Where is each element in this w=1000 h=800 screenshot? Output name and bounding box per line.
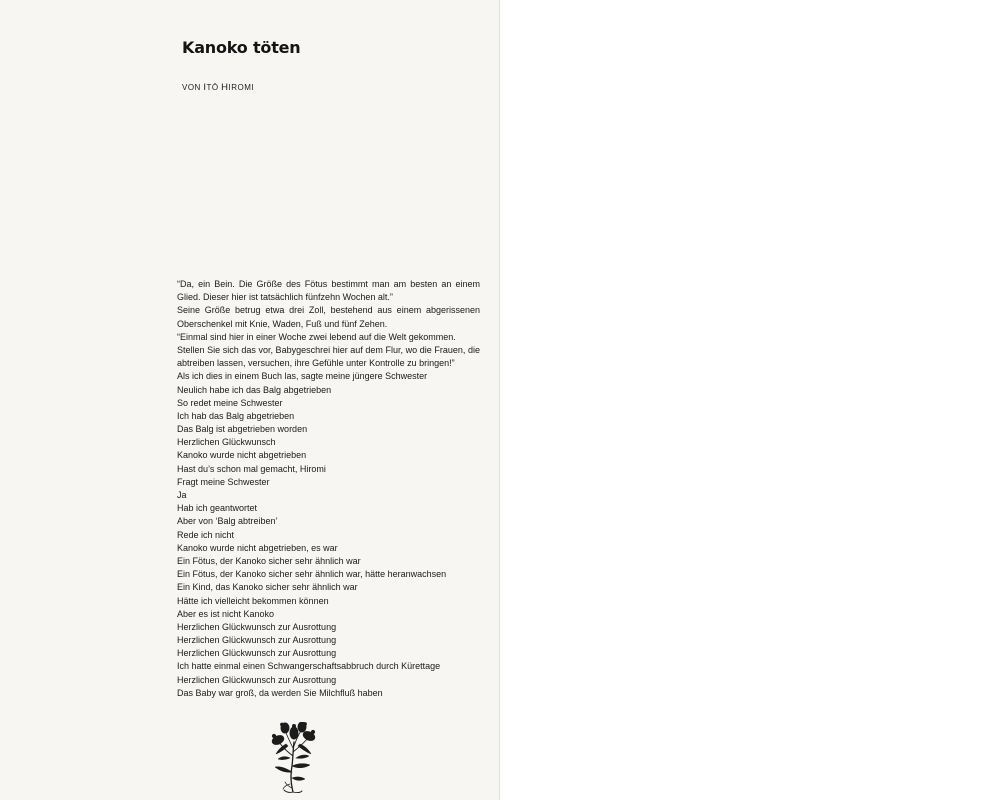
text-line: Ein Fötus, der Kanoko sicher sehr ähnlich war [177, 555, 361, 566]
page-edge [499, 0, 500, 800]
text-line: Hätte ich vielleicht bekommen können [177, 595, 329, 606]
text-line: Ich hab das Balg abgetrieben [177, 410, 295, 421]
text-line: Kanoko wurde nicht abgetrieben, es war [177, 542, 338, 553]
text-line: “Einmal sind hier in einer Woche zwei lebend auf die Welt gekommen. [177, 331, 456, 342]
author-rest-2: IROMI [228, 83, 255, 92]
author-byline [182, 82, 254, 93]
text-line: Herzlichen Glückwunsch [177, 437, 276, 448]
text-line: Herzlichen Glückwunsch zur Ausrottung [177, 648, 337, 659]
byline-prefix: VON [182, 83, 201, 92]
text-line: “Da, ein Bein. Die Größe des Fötus bestimmt man am besten an einem [177, 279, 480, 289]
plant-illustration-icon [266, 722, 322, 794]
author-rest-1: TŌ [206, 83, 219, 92]
text-line: Seine Größe betrug etwa drei Zoll, bestehend aus einem abgerissenen [177, 305, 480, 316]
text-line: Aber es ist nicht Kanoko [177, 608, 275, 619]
text-line: Glied. Dieser hier ist tatsächlich fünfzehn Wochen alt.” [177, 292, 393, 303]
text-line: So redet meine Schwester [177, 397, 283, 408]
poem-body [177, 278, 480, 700]
text-line: Stellen Sie sich das vor, Babygeschrei hier auf dem Flur, wo die Frauen, die [177, 344, 480, 355]
text-line: Herzlichen Glückwunsch zur Ausrottung [177, 674, 337, 685]
text-line: Oberschenkel mit Knie, Waden, Fuß und fünf Zehen. [177, 318, 388, 329]
text-line: Ein Kind, das Kanoko sicher sehr ähnlich war [177, 582, 358, 593]
text-line: abtreiben lassen, versuchen, ihre Gefühle unter Kontrolle zu bringen!” [177, 358, 455, 369]
author-initial-1: I [203, 82, 207, 93]
text-line: Kanoko wurde nicht abgetrieben [177, 450, 307, 461]
text-line: Das Baby war groß, da werden Sie Milchfluß haben [177, 687, 383, 698]
author-initial-2: H [221, 82, 229, 93]
text-line: Ein Fötus, der Kanoko sicher sehr ähnlich war, hätte heranwachsen [177, 569, 447, 580]
text-line: Ja [177, 490, 187, 500]
text-line: Hab ich geantwortet [177, 503, 258, 514]
text-line: Ich hatte einmal einen Schwangerschaftsabbruch durch Kürettage [177, 661, 441, 672]
text-line: Rede ich nicht [177, 529, 235, 540]
text-line: Herzlichen Glückwunsch zur Ausrottung [177, 635, 337, 646]
text-line: Als ich dies in einem Buch las, sagte meine jüngere Schwester [177, 371, 428, 382]
text-line: Aber von ‘Balg abtreiben’ [177, 516, 278, 527]
text-line: Das Balg ist abgetrieben worden [177, 424, 308, 435]
poem-title: Kanoko töten [182, 38, 301, 57]
text-line: Neulich habe ich das Balg abgetrieben [177, 384, 332, 395]
text-line: Hast du’s schon mal gemacht, Hiromi [177, 463, 326, 474]
text-line: Herzlichen Glückwunsch zur Ausrottung [177, 621, 337, 632]
text-line: Fragt meine Schwester [177, 476, 270, 487]
